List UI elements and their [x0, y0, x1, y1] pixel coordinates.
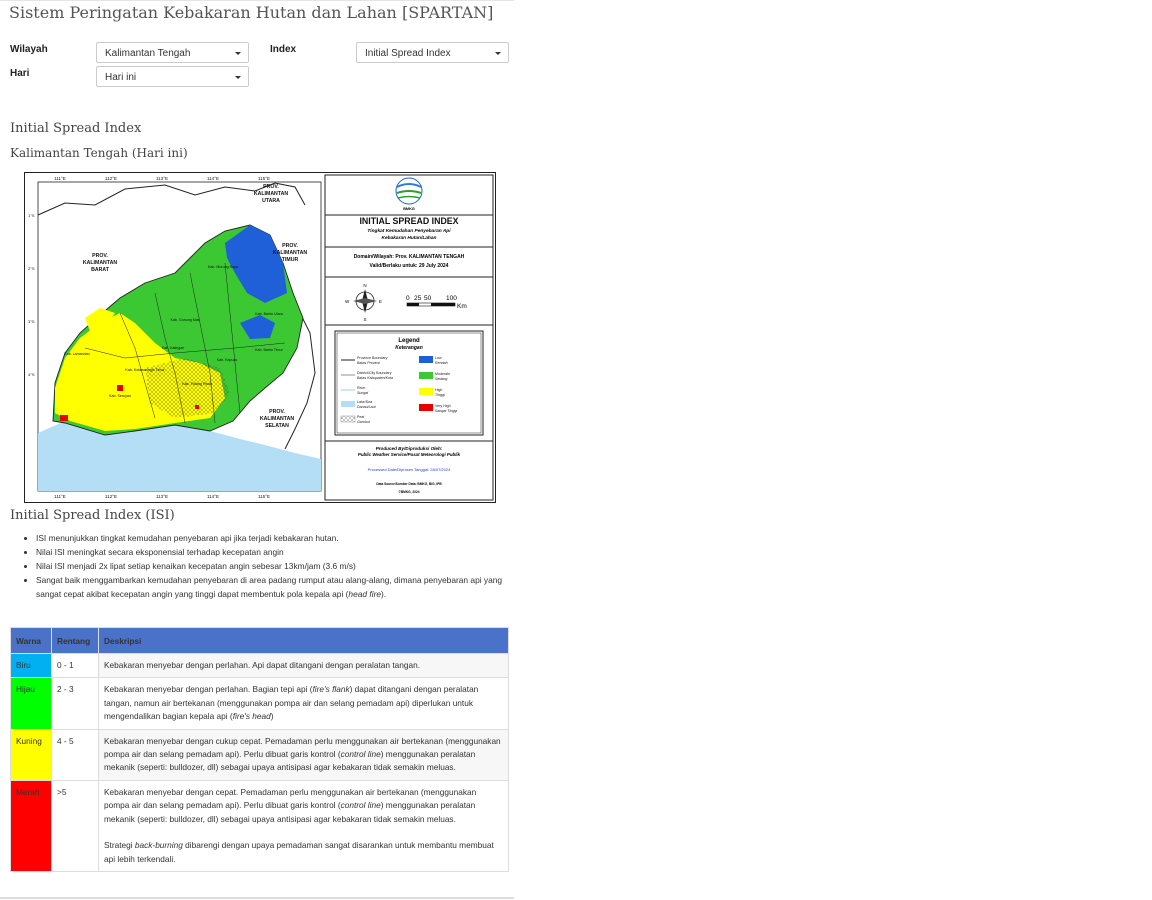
color-cell-kuning: Kuning	[11, 729, 52, 780]
label-kab-pulang-pisau: Kab. Pulang Pisau	[182, 382, 212, 386]
chevron-down-icon	[235, 76, 241, 79]
desc-italic: fire's flank	[312, 684, 350, 695]
description-cell	[99, 654, 509, 678]
map-valid-date: Valid/Berlaku untuk: 29 July 2024	[369, 263, 449, 269]
map-subtitle-1: Tingkat Kemudahan Penyebaran Api	[367, 229, 451, 234]
map-processed-date: Processed Date/Diproses Tanggal: 28/07/2024	[367, 467, 451, 472]
legend-peat-1: Peat	[357, 415, 365, 419]
label-prov-kalbar-3: BARAT	[91, 267, 109, 273]
label-prov-kalbar-2: KALIMANTAN	[82, 260, 118, 266]
map-produced-by-2: Public Weather Service/Pusat Meteorologi Publik	[357, 452, 461, 457]
legend-dist-2: Batas Kabupaten/Kota	[357, 376, 393, 380]
logo-text: BMKG	[403, 207, 415, 211]
index-label: Index	[270, 44, 297, 55]
chevron-down-icon	[235, 52, 241, 55]
label-prov-kaltim-3: TIMUR	[281, 257, 299, 263]
map-produced-by-1: Produced By/Diproduksi Oleh:	[375, 446, 443, 451]
label-prov-kaltim-2: KALIMANTAN	[272, 250, 308, 256]
range-cell: 2 - 3	[52, 678, 99, 729]
lon-tick-bottom-113: 113°E	[156, 494, 168, 499]
scale-50: 50	[424, 295, 432, 302]
lat-tick-1: 1°S	[28, 213, 35, 218]
legend-mod-1: Moderate	[435, 372, 451, 376]
table-row	[11, 729, 509, 780]
desc-text: ) menggunakan peralatan mekanik (seperti: bulldozer, dll) sebagai upaya antisipasi agar kebakaran tidak semakin meluas.	[104, 749, 476, 773]
column-header-deskripsi: Deskripsi	[99, 628, 509, 654]
hari-select-value: Hari ini	[105, 72, 137, 83]
map-domain: Domain/Wilayah: Prov. KALIMANTAN TENGAH	[353, 254, 465, 260]
scale-100: 100	[446, 295, 457, 302]
color-cell-hijau: Hijau	[11, 678, 52, 729]
list-item	[36, 573, 516, 601]
legend-prov-2: Batas Provinsi	[357, 361, 380, 365]
color-cell-merah: Merah	[11, 780, 52, 871]
desc-text: Kebakaran menyebar dengan perlahan. Bagian tepi api (	[104, 684, 313, 695]
description-cell	[99, 780, 509, 871]
app-title: Sistem Peringatan Kebakaran Hutan dan Lahan [SPARTAN]	[9, 3, 494, 22]
label-prov-kalsel-2: KALIMANTAN	[259, 416, 295, 422]
legend-prov-1: Province Boundary	[357, 356, 388, 360]
lat-tick-3: 3°S	[28, 319, 35, 324]
desc-text: Kebakaran menyebar dengan cukup cepat. Pemadaman perlu menggunakan air bertekanan (menggunakan pompa air dan selang pemadam api). Perlu dibuat garis kontrol (	[104, 735, 501, 760]
label-prov-kalbar-1: PROV.	[92, 253, 108, 259]
bottom-divider	[0, 897, 514, 899]
legend-high-2: Tinggi	[435, 393, 445, 397]
legend-title: Legend	[398, 338, 420, 344]
scale-unit: Km	[457, 303, 467, 310]
desc-italic: back-burning	[134, 840, 183, 851]
description-cell	[99, 678, 509, 729]
top-divider	[0, 0, 514, 1]
label-kab-murung-raya: Kab. Murung Raya	[208, 265, 238, 269]
label-kab-katingan: Kab. Katingan	[161, 346, 185, 350]
column-header-rentang: Rentang	[52, 628, 99, 654]
label-prov-kaltara-1: PROV.	[263, 184, 279, 190]
bmkg-logo-icon	[396, 178, 422, 204]
table-row	[11, 678, 509, 729]
chevron-down-icon	[495, 52, 501, 55]
legend-vh-1: Very High	[435, 404, 451, 408]
index-select[interactable]	[356, 42, 509, 63]
legend-peat-2: Gambut	[357, 420, 370, 424]
legend-subtitle: Keterangan	[395, 345, 423, 351]
desc-text: Kebakaran menyebar dengan cepat. Pemadaman perlu menggunakan air bertekanan (menggunakan pompa air dan selang pemadam api). Perlu dibuat garis kontrol (	[104, 786, 477, 811]
desc-text: Kebakaran menyebar dengan perlahan. Api dapat ditangani dengan peralatan tangan.	[104, 660, 420, 670]
label-prov-kaltim-1: PROV.	[282, 243, 298, 249]
column-header-warna: Warna	[11, 628, 52, 654]
content-heading: Initial Spread Index	[10, 121, 142, 136]
desc-italic: control line	[340, 800, 381, 811]
label-prov-kalsel-3: SELATAN	[265, 423, 289, 429]
lon-tick-top-115: 115°E	[258, 176, 270, 181]
compass-e: E	[379, 299, 383, 304]
desc-text: dibarengi dengan upaya pemadaman sangat disarankan untuk membantu membuat api lebih terkendali.	[104, 840, 494, 864]
label-prov-kaltara-2: KALIMANTAN	[253, 191, 289, 197]
label-kab-kotim: Kab. Kotawaringin Timur	[125, 368, 165, 372]
label-kab-barito-timur: Kab. Barito Timur	[255, 348, 283, 352]
lat-tick-4: 4°S	[28, 372, 35, 377]
bullet-text-end: ).	[381, 589, 387, 599]
bullet-text: Sangat baik menggambarkan kemudahan penyebaran di area padang rumput atau alang-alang, dimana penyebaran api yang sangat cepat akibat kecepatan angin yang tinggi dapat membentuk pola kepala api (	[36, 575, 503, 599]
label-prov-kalsel-1: PROV.	[269, 409, 285, 415]
lon-tick-top-111: 111°E	[54, 176, 66, 181]
compass-n: N	[363, 283, 367, 288]
legend-high-1: High	[435, 388, 443, 392]
legend-low-2: Rendah	[435, 361, 448, 365]
scale-25: 25	[414, 295, 422, 302]
isi-map-image	[24, 172, 496, 503]
lon-tick-bottom-112: 112°E	[105, 494, 117, 499]
hari-select[interactable]	[96, 66, 249, 87]
label-kab-gunung-mas: Kab. Gunung Mas	[170, 318, 200, 322]
map-copyright: ©BMKG, 2024	[398, 490, 420, 494]
description-cell	[99, 729, 509, 780]
desc-italic: fire's head	[232, 711, 271, 722]
lon-tick-top-113: 113°E	[156, 176, 168, 181]
range-cell: >5	[52, 780, 99, 871]
desc-text: ) dapat ditangani dengan peralatan tangan, namun air bertekanan (menggunakan pompa air dan selang pemadam api) diperlukan untuk mengendalikan bagian kepala api (	[104, 684, 479, 722]
legend-river-2: Sungai	[357, 391, 369, 395]
range-cell: 4 - 5	[52, 729, 99, 780]
table-header-row	[11, 628, 509, 654]
legend-lake-2: Danau/Laut	[357, 405, 376, 409]
range-cell: 0 - 1	[52, 654, 99, 678]
wilayah-select[interactable]	[96, 42, 249, 63]
table-row	[11, 780, 509, 871]
lon-tick-bottom-115: 115°E	[258, 494, 270, 499]
index-select-value: Initial Spread Index	[365, 48, 451, 59]
legend-low-1: Low	[435, 356, 442, 360]
wilayah-label: Wilayah	[10, 44, 48, 55]
list-item: • Nilai ISI menjadi 2x lipat setiap kenaikan kecepatan angin sebesar 13km/jam (3.6 m/s)	[36, 559, 516, 573]
label-prov-kaltara-3: UTARA	[262, 198, 280, 204]
desc-text: )	[270, 711, 274, 722]
legend-mod-2: Sedang	[435, 377, 448, 381]
map-title: INITIAL SPREAD INDEX	[359, 216, 459, 226]
scale-0: 0	[406, 295, 410, 302]
compass-s: S	[363, 317, 367, 322]
label-kab-lamandau: Kab. Lamandau	[64, 352, 90, 356]
desc-italic: control line	[340, 749, 381, 760]
lat-tick-2: 2°S	[28, 266, 35, 271]
label-kab-seruyan: Kab. Seruyan	[109, 394, 131, 398]
content-subheading: Kalimantan Tengah (Hari ini)	[10, 146, 188, 160]
desc-text: Strategi	[104, 840, 135, 851]
table-row	[11, 654, 509, 678]
isi-classification-table	[10, 627, 509, 872]
map-subtitle-2: Kebakaran Hutan/Lahan	[381, 236, 437, 241]
lon-tick-bottom-114: 114°E	[207, 494, 219, 499]
desc-text: ) menggunakan peralatan mekanik (seperti: bulldozer, dll) sebagai upaya antisipasi agar kebakaran tidak semakin meluas.	[104, 800, 476, 824]
color-cell-biru: Biru	[11, 654, 52, 678]
label-kab-barito-utara: Kab. Barito Utara	[255, 312, 283, 316]
legend-dist-1: District/City Boundary	[357, 371, 392, 375]
section-heading: Initial Spread Index (ISI)	[10, 508, 175, 523]
list-item: • ISI menunjukkan tingkat kemudahan penyebaran api jika terjadi kebakaran hutan.	[36, 531, 516, 545]
map-data-source: Data Source/Sumber Data: BMKG, BIG, IPB	[376, 482, 442, 486]
legend-lake-1: Lake/Sea	[357, 400, 373, 404]
wilayah-select-value: Kalimantan Tengah	[105, 48, 191, 59]
lon-tick-top-112: 112°E	[105, 176, 117, 181]
isi-bullet-list	[24, 531, 516, 601]
lon-tick-top-114: 114°E	[207, 176, 219, 181]
compass-w: W	[345, 299, 350, 304]
legend-river-1: River	[357, 386, 366, 390]
hari-label: Hari	[10, 68, 30, 79]
label-kab-kapuas: Kab. Kapuas	[216, 358, 238, 362]
lon-tick-bottom-111: 111°E	[54, 494, 66, 499]
list-item: • Nilai ISI meningkat secara eksponensial terhadap kecepatan angin	[36, 545, 516, 559]
legend-vh-2: Sangat Tinggi	[435, 409, 458, 413]
bullet-italic: head fire	[348, 589, 382, 599]
